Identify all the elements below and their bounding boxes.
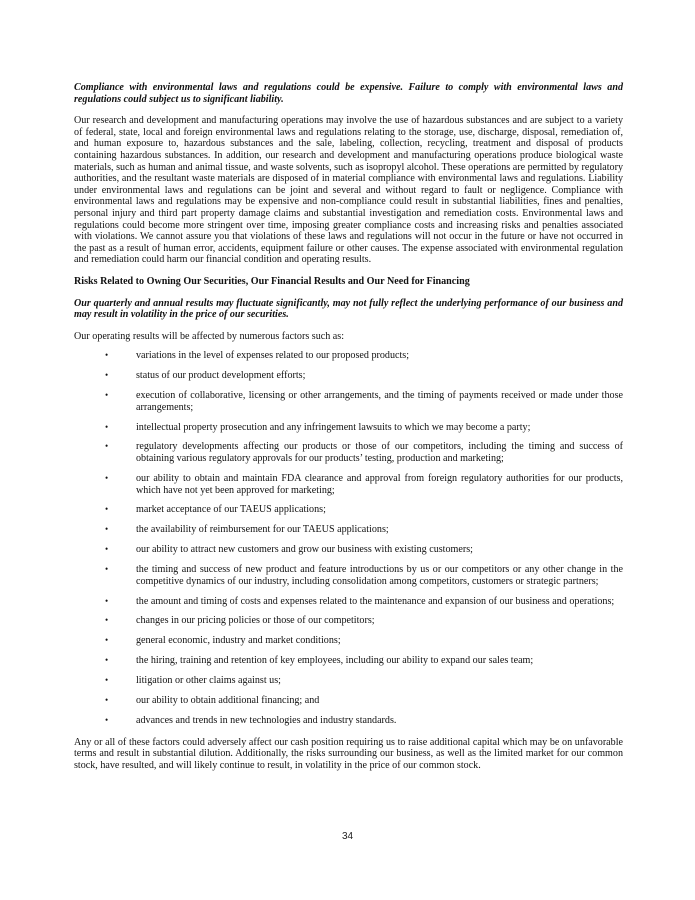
environmental-risk-heading: Compliance with environmental laws and regulations could be expensive. Failure to comply with environmental laws and regulations could subject us to significant liability. [74,82,623,105]
list-item-text: intellectual property prosecution and any infringement lawsuits to which we may become a party; [136,421,531,433]
list-item-text: the hiring, training and retention of key employees, including our ability to expand our sales team; [136,655,534,667]
bullet-icon: • [105,695,109,706]
environmental-risk-body: Our research and development and manufacturing operations may involve the use of hazardous substances and are subject to a variety of federal, state, local and foreign environmental laws and regulations relating to the storage, use, discharge, disposal, remediation of, and human exposure to, hazardous substances and the sale, labeling, collection, recycling, treatment and disposal of products containing hazardous substances. In addition, our research and development and manufacturing operations produce biological waste materials, such as human and animal tissue, and waste solvents, such as isopropyl alcohol. These operations are permitted by regulatory authorities, and the resultant waste materials are disposed of in material compliance with environmental laws and regulations. Liability under environmental laws and regulations can be joint and several and without regard to fault or negligence. Compliance with environmental laws and regulations may be expensive and non-compliance could result in substantial liabilities, fines and penalties, personal injury and third part property damage claims and substantial investigation and remediation costs. Environmental laws and regulations could become more stringent over time, imposing greater compliance costs and increasing risks and penalties associated with violations. We cannot assure you that violations of these laws and regulations will not occur in the future or have not occurred in the past as a result of human error, accidents, equipment failure or other causes. The expense associated with environmental regulation and remediation could harm our financial condition and operating results. [74,115,623,266]
factors-list [74,350,623,726]
list-item-text: status of our product development efforts; [136,370,306,382]
list-item-text: general economic, industry and market conditions; [136,635,341,647]
list-item [74,695,623,707]
bullet-icon: • [105,472,109,483]
list-item-text: the availability of reimbursement for our TAEUS applications; [136,524,389,536]
list-item [74,422,623,434]
fluctuating-results-heading: Our quarterly and annual results may fluctuate significantly, may not fully reflect the underlying performance of our business and may result in volatility in the price of our securities. [74,297,623,321]
list-item [74,596,623,608]
bullet-icon: • [105,635,109,646]
list-item [74,615,623,627]
bullet-icon: • [105,714,109,725]
list-item-text: our ability to attract new customers and grow our business with existing customers; [136,544,473,556]
list-item-text: litigation or other claims against us; [136,675,281,687]
list-item-text: our ability to obtain additional financing; and [136,695,320,707]
bullet-icon: • [105,441,109,452]
list-item [74,441,623,464]
list-item [74,635,623,647]
list-item-text: the timing and success of new product and feature introductions by us or our competitors or any other change in the competitive dynamics of our industry, including consolidation among competitors, customers or strategic partners; [136,564,623,587]
list-item-text: variations in the level of expenses related to our proposed products; [136,350,410,362]
bullet-icon: • [105,421,109,432]
factors-intro: Our operating results will be affected by numerous factors such as: [74,330,345,342]
list-item [74,390,623,413]
bullet-icon: • [105,564,109,575]
list-item [74,655,623,667]
bullet-icon: • [105,544,109,555]
bullet-icon: • [105,504,109,515]
list-item [74,504,623,516]
list-item-text: regulatory developments affecting our products or those of our competitors, including the timing and success of obtaining various regulatory approvals for our products’ testing, production and marketing; [136,441,623,465]
list-item [74,524,623,536]
list-item-text: changes in our pricing policies or those of our competitors; [136,615,375,627]
list-item [74,370,623,382]
document-page [74,82,623,771]
page-number: 34 [341,831,354,842]
bullet-icon: • [105,595,109,606]
bullet-icon: • [105,370,109,381]
bullet-icon: • [105,350,109,361]
list-item [74,350,623,362]
securities-risks-section-heading: Risks Related to Owning Our Securities, Our Financial Results and Our Need for Financing [74,275,470,287]
bullet-icon: • [105,675,109,686]
factors-closing-paragraph: Any or all of these factors could adversely affect our cash position requiring us to raise additional capital which may be on unfavorable terms and result in substantial dilution. Additionally, the risks surrounding our business, as well as the limited market for our common stock, have resulted, and will likely continue to result, in volatility in the price of our common stock. [74,736,623,771]
list-item-text: the amount and timing of costs and expenses related to the maintenance and expansion of our business and operations; [136,595,615,607]
list-item [74,473,623,496]
bullet-icon: • [105,390,109,401]
list-item [74,715,623,727]
list-item [74,564,623,587]
list-item-text: market acceptance of our TAEUS applications; [136,504,326,516]
list-item [74,544,623,556]
list-item-text: our ability to obtain and maintain FDA clearance and approval from foreign regulatory authorities for our products, which have not yet been approved for marketing; [136,472,623,496]
bullet-icon: • [105,615,109,626]
list-item-text: advances and trends in new technologies and industry standards. [136,714,397,726]
bullet-icon: • [105,655,109,666]
bullet-icon: • [105,524,109,535]
list-item [74,675,623,687]
list-item-text: execution of collaborative, licensing or other arrangements, and the timing of payments received or made under those arrangements; [136,390,623,413]
